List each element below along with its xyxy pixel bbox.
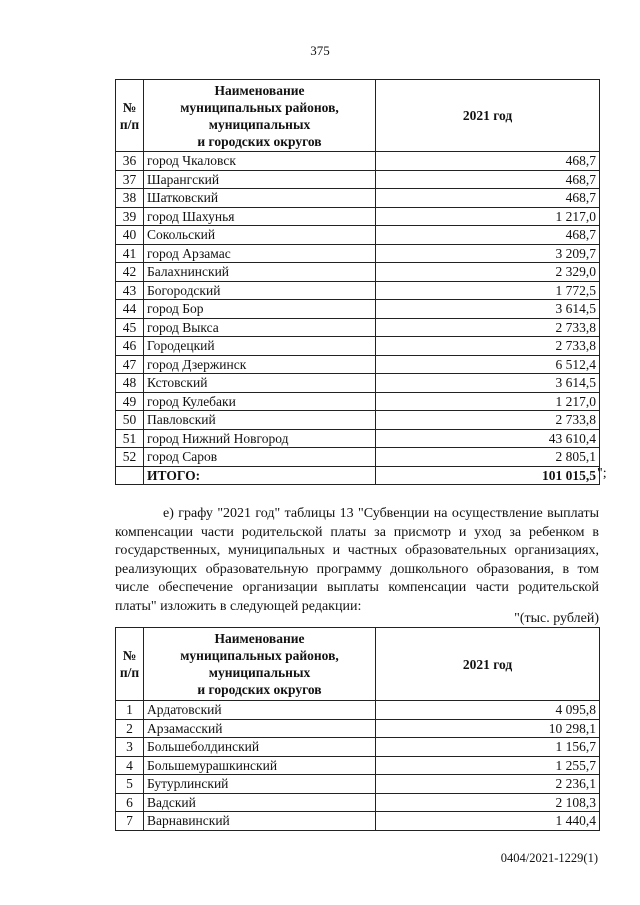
row-value: 1 217,0: [376, 207, 600, 226]
table-row: [116, 374, 600, 393]
table-row: [116, 207, 600, 226]
header-municipality: Наименование муниципальных районов, муниципальных и городских округов: [144, 628, 376, 701]
row-value: 2 805,1: [376, 448, 600, 467]
municipality-name: город Арзамас: [144, 244, 376, 263]
table-row: [116, 812, 600, 831]
total-value: 101 015,5: [376, 466, 600, 485]
row-value: 2 733,8: [376, 337, 600, 356]
row-value: 3 209,7: [376, 244, 600, 263]
row-number: 3: [116, 738, 144, 757]
municipality-name: Большеболдинский: [144, 738, 376, 757]
row-number: 6: [116, 793, 144, 812]
row-number: 40: [116, 226, 144, 245]
row-value: 468,7: [376, 170, 600, 189]
amendment-paragraph: е) графу "2021 год" таблицы 13 "Субвенции на осуществление выплаты компенсации части родительской платы за присмотр и уход за ребенком в государственных, муниципальных и частных образовательных организациях, реализующих образовательную программу дошкольного образования, в том числе обеспечение организации выплаты компенсации части родительской платы" изложить в следующей редакции:: [115, 506, 599, 614]
header-number: № п/п: [116, 628, 144, 701]
row-number: 38: [116, 189, 144, 208]
row-number: 45: [116, 318, 144, 337]
municipality-name: Кстовский: [144, 374, 376, 393]
row-value: 2 733,8: [376, 411, 600, 430]
municipality-name: Варнавинский: [144, 812, 376, 831]
municipality-name: Шатковский: [144, 189, 376, 208]
municipality-name: город Выкса: [144, 318, 376, 337]
row-value: 2 236,1: [376, 775, 600, 794]
row-number: 50: [116, 411, 144, 430]
table-row: [116, 337, 600, 356]
table-row: [116, 281, 600, 300]
page-number: 375: [310, 43, 330, 58]
municipality-name: Павловский: [144, 411, 376, 430]
header-municipality: Наименование муниципальных районов, муниципальных и городских округов: [144, 80, 376, 152]
municipality-name: город Бор: [144, 300, 376, 319]
table-row: [116, 300, 600, 319]
row-number: 51: [116, 429, 144, 448]
total-number-cell: [116, 466, 144, 485]
row-number: 48: [116, 374, 144, 393]
row-number: 5: [116, 775, 144, 794]
row-value: 1 217,0: [376, 392, 600, 411]
table-row: [116, 226, 600, 245]
row-number: 2: [116, 719, 144, 738]
header-year-2021: 2021 год: [376, 80, 600, 152]
table-row: [116, 152, 600, 171]
row-number: 36: [116, 152, 144, 171]
row-number: 7: [116, 812, 144, 831]
municipality-name: Балахнинский: [144, 263, 376, 282]
row-value: 3 614,5: [376, 374, 600, 393]
row-number: 44: [116, 300, 144, 319]
row-number: 49: [116, 392, 144, 411]
table-row: [116, 738, 600, 757]
row-number: 52: [116, 448, 144, 467]
table-row: [116, 701, 600, 720]
municipality-name: город Кулебаки: [144, 392, 376, 411]
municipality-name: город Чкаловск: [144, 152, 376, 171]
row-number: 46: [116, 337, 144, 356]
document-code: 0404/2021-1229(1): [500, 851, 598, 865]
row-value: 468,7: [376, 226, 600, 245]
row-value: 4 095,8: [376, 701, 600, 720]
row-number: 1: [116, 701, 144, 720]
table-row: [116, 318, 600, 337]
row-value: 1 255,7: [376, 756, 600, 775]
table-row: [116, 170, 600, 189]
row-value: 468,7: [376, 152, 600, 171]
row-value: 2 329,0: [376, 263, 600, 282]
total-label: ИТОГО:: [144, 466, 376, 485]
table-row: [116, 719, 600, 738]
row-value: 3 614,5: [376, 300, 600, 319]
table-row: [116, 189, 600, 208]
municipality-name: Богородский: [144, 281, 376, 300]
row-value: 1 440,4: [376, 812, 600, 831]
table-row: [116, 429, 600, 448]
municipality-name: Сокольский: [144, 226, 376, 245]
row-number: 37: [116, 170, 144, 189]
municipality-name: город Саров: [144, 448, 376, 467]
table-row: [116, 775, 600, 794]
row-number: 42: [116, 263, 144, 282]
table-row: [116, 355, 600, 374]
row-value: 2 733,8: [376, 318, 600, 337]
municipality-name: Ардатовский: [144, 701, 376, 720]
table-row: [116, 411, 600, 430]
row-value: 6 512,4: [376, 355, 600, 374]
municipality-name: Бутурлинский: [144, 775, 376, 794]
header-year-2021: 2021 год: [376, 628, 600, 701]
table-row: [116, 793, 600, 812]
row-value: 1 772,5: [376, 281, 600, 300]
row-value: 43 610,4: [376, 429, 600, 448]
table-row: [116, 392, 600, 411]
municipality-name: Городецкий: [144, 337, 376, 356]
row-value: 468,7: [376, 189, 600, 208]
table-row: [116, 448, 600, 467]
row-number: 47: [116, 355, 144, 374]
municipality-name: Шарангский: [144, 170, 376, 189]
subsidy-table-continued: [115, 79, 600, 485]
municipality-name: Вадский: [144, 793, 376, 812]
municipality-name: Арзамасский: [144, 719, 376, 738]
municipality-name: город Дзержинск: [144, 355, 376, 374]
municipality-name: Большемурашкинский: [144, 756, 376, 775]
municipality-name: город Шахунья: [144, 207, 376, 226]
row-value: 2 108,3: [376, 793, 600, 812]
municipality-name: город Нижний Новгород: [144, 429, 376, 448]
total-row: [116, 466, 600, 485]
row-number: 43: [116, 281, 144, 300]
units-label: "(тыс. рублей): [514, 611, 599, 626]
row-value: 10 298,1: [376, 719, 600, 738]
table-row: [116, 756, 600, 775]
closing-quote: ";: [597, 466, 607, 481]
row-number: 41: [116, 244, 144, 263]
row-value: 1 156,7: [376, 738, 600, 757]
table-row: [116, 244, 600, 263]
row-number: 39: [116, 207, 144, 226]
compensation-table: [115, 627, 600, 831]
row-number: 4: [116, 756, 144, 775]
table-row: [116, 263, 600, 282]
header-number: № п/п: [116, 80, 144, 152]
